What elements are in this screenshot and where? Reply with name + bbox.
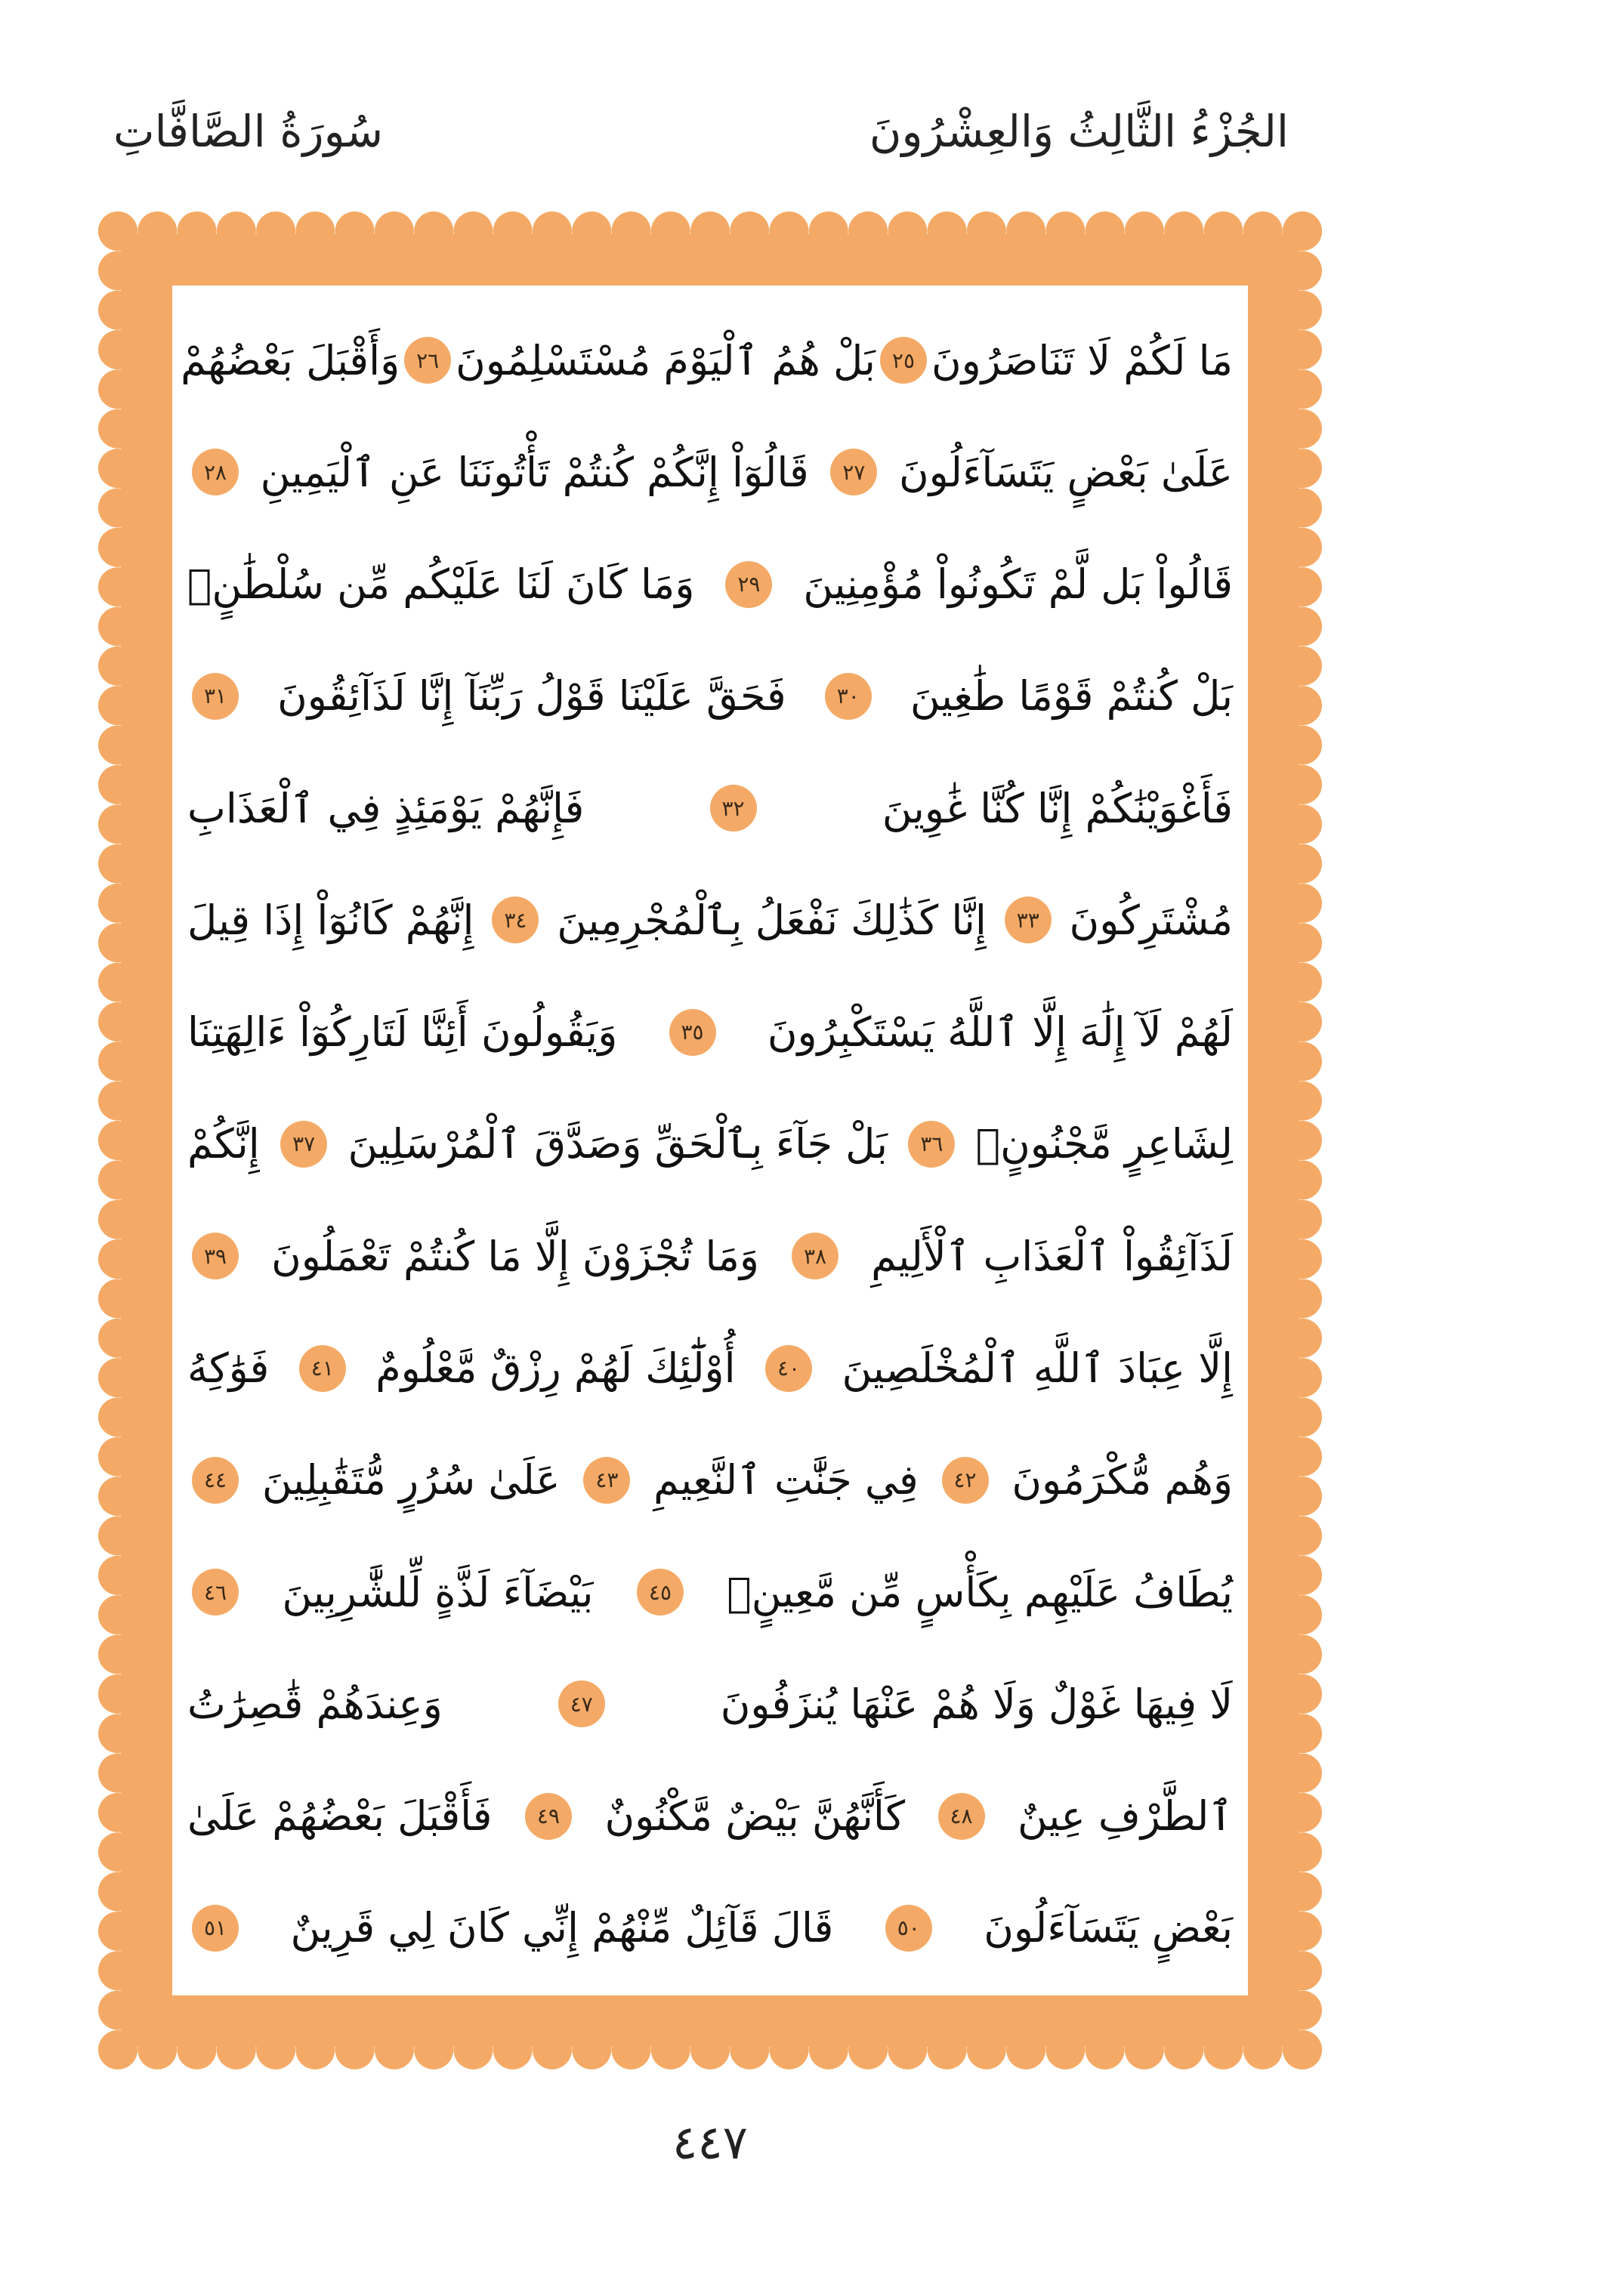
ayah-number-marker: ٣٩ — [192, 1233, 239, 1279]
verse-text: لَذَآئِقُواْ ٱلْعَذَابِ ٱلْأَلِيمِ — [871, 1232, 1233, 1280]
verse-text: كَأَنَّهُنَّ بَيْضٌ مَّكْنُونٌ — [604, 1792, 906, 1841]
verse-line — [187, 868, 1233, 972]
ayah-number-marker: ٣٦ — [908, 1121, 955, 1168]
verse-lines — [181, 308, 1233, 1980]
verse-text: فَحَقَّ عَلَيْنَا قَوْلُ رَبِّنَآ إِنَّا لَذَآئِقُونَ — [277, 672, 786, 721]
verse-text: فِي جَنَّٰتِ ٱلنَّعِيمِ — [653, 1456, 919, 1504]
ayah-number-marker: ٣٨ — [792, 1233, 839, 1279]
ayah-number-marker: ٣٧ — [280, 1121, 327, 1168]
juz-header: الجُزْءُ الثَّالِثُ وَالعِشْرُونَ — [869, 106, 1289, 157]
verse-line — [187, 756, 1233, 860]
verse-line — [187, 1876, 1233, 1980]
verse-text: إِنَّكُمْ — [187, 1120, 260, 1168]
verse-text: عَلَىٰ سُرُرٍ مُّتَقَٰبِلِينَ — [261, 1456, 561, 1504]
ayah-number-marker: ٥١ — [192, 1905, 239, 1952]
verse-line — [187, 1092, 1233, 1196]
verse-text: لَا فِيهَا غَوْلٌ وَلَا هُمْ عَنْهَا يُنزَفُونَ — [720, 1680, 1233, 1728]
ayah-number-marker: ٤٤ — [192, 1457, 239, 1504]
ayah-number-marker: ٢٥ — [880, 337, 927, 384]
verse-text: وَيَقُولُونَ أَئِنَّا لَتَارِكُوٓاْ ءَالِهَتِنَا — [187, 1008, 618, 1057]
verse-text: وَهُم مُّكْرَمُونَ — [1011, 1456, 1233, 1504]
verse-text: وَعِندَهُمْ قَٰصِرَٰتُ — [187, 1680, 443, 1728]
verse-line — [187, 532, 1233, 637]
ayah-number-marker: ٢٦ — [404, 337, 451, 384]
verse-text: بَعْضٍ يَتَسَآءَلُونَ — [984, 1904, 1233, 1952]
verse-line — [187, 1204, 1233, 1308]
verse-text: قَالَ قَآئِلٌ مِّنْهُمْ إِنِّي كَانَ لِي قَرِينٌ — [290, 1904, 834, 1952]
verse-text: ٱلطَّرْفِ عِينٌ — [1018, 1792, 1233, 1841]
verse-text: بَلْ هُمُ ٱلْيَوْمَ مُسْتَسْلِمُونَ — [456, 336, 876, 384]
verse-line — [181, 308, 1233, 412]
verse-text: يُطَافُ عَلَيْهِم بِكَأْسٍ مِّن مَّعِينٍۭ — [727, 1568, 1233, 1616]
ayah-number-marker: ٣٠ — [825, 673, 872, 720]
verse-line — [187, 1540, 1233, 1644]
ayah-number-marker: ٣٢ — [710, 785, 757, 832]
text-panel — [172, 285, 1248, 1995]
ayah-number-marker: ٤٥ — [637, 1569, 684, 1616]
verse-line — [187, 980, 1233, 1085]
ayah-number-marker: ٣١ — [192, 673, 239, 720]
verse-line — [187, 1764, 1233, 1869]
verse-text: وَأَقْبَلَ بَعْضُهُمْ — [181, 336, 400, 384]
verse-line — [187, 1316, 1233, 1421]
ayah-number-marker: ٤٦ — [192, 1569, 239, 1616]
verse-text: فَأَقْبَلَ بَعْضُهُمْ عَلَىٰ — [187, 1792, 493, 1841]
verse-text: إِنَّا كَذَٰلِكَ نَفْعَلُ بِٱلْمُجْرِمِينَ — [557, 896, 987, 944]
verse-text: قَالُوٓاْ إِنَّكُمْ كُنتُمْ تَأْتُونَنَا عَنِ ٱلْيَمِينِ — [260, 448, 809, 496]
verse-text: قَالُواْ بَل لَّمْ تَكُونُواْ مُؤْمِنِينَ — [803, 560, 1233, 609]
verse-text: فَإِنَّهُمْ يَوْمَئِذٍ فِي ٱلْعَذَابِ — [187, 784, 585, 832]
page-number: ٤٤٧ — [672, 2115, 748, 2170]
verse-text: أُوْلَٰٓئِكَ لَهُمْ رِزْقٌ مَّعْلُومٌ — [375, 1344, 736, 1393]
ayah-number-marker: ٣٥ — [669, 1009, 716, 1056]
verse-text: مَا لَكُمْ لَا تَنَاصَرُونَ — [931, 336, 1233, 384]
verse-text: عَلَىٰ بَعْضٍ يَتَسَآءَلُونَ — [898, 448, 1233, 496]
ayah-number-marker: ٤١ — [299, 1345, 346, 1392]
verse-text: بَلْ كُنتُمْ قَوْمًا طَٰغِينَ — [910, 672, 1233, 721]
ayah-number-marker: ٢٩ — [725, 561, 772, 608]
surah-header: سُورَةُ الصَّافَّاتِ — [113, 106, 384, 157]
ayah-number-marker: ٢٨ — [192, 449, 239, 495]
verse-text: وَمَا كَانَ لَنَا عَلَيْكُم مِّن سُلْطَٰنٍۭ — [187, 560, 695, 609]
verse-text: بَيْضَآءَ لَذَّةٍ لِّلشَّٰرِبِينَ — [282, 1568, 594, 1616]
ayah-number-marker: ٣٣ — [1005, 896, 1052, 943]
ayah-number-marker: ٤٨ — [938, 1793, 985, 1840]
verse-text: وَمَا تُجْزَوْنَ إِلَّا مَا كُنتُمْ تَعْمَلُونَ — [271, 1232, 759, 1280]
verse-text: إِنَّهُمْ كَانُوٓاْ إِذَا قِيلَ — [187, 896, 474, 944]
verse-line — [187, 1652, 1233, 1756]
verse-text: فَوَٰكِهُ — [187, 1344, 270, 1393]
ayah-number-marker: ٤٣ — [583, 1457, 630, 1504]
ayah-number-marker: ٤٠ — [765, 1345, 812, 1392]
ayah-number-marker: ٥٠ — [885, 1905, 932, 1952]
ayah-number-marker: ٢٧ — [830, 449, 877, 495]
verse-text: مُشْتَرِكُونَ — [1069, 896, 1233, 944]
ayah-number-marker: ٣٤ — [492, 896, 539, 943]
verse-text: لَهُمْ لَآ إِلَٰهَ إِلَّا ٱللَّهُ يَسْتَكْبِرُونَ — [767, 1008, 1233, 1057]
verse-line — [187, 420, 1233, 524]
verse-text: فَأَغْوَيْنَٰكُمْ إِنَّا كُنَّا غَٰوِينَ — [882, 784, 1233, 832]
verse-text: بَلْ جَآءَ بِٱلْحَقِّ وَصَدَّقَ ٱلْمُرْسَلِينَ — [347, 1120, 888, 1168]
page-frame — [91, 204, 1330, 2077]
ayah-number-marker: ٤٢ — [942, 1457, 989, 1504]
verse-text: إِلَّا عِبَادَ ٱللَّهِ ٱلْمُخْلَصِينَ — [842, 1344, 1233, 1393]
ayah-number-marker: ٤٧ — [558, 1680, 605, 1727]
verse-text: لِشَاعِرٍ مَّجْنُونٍۭ — [975, 1120, 1233, 1168]
verse-line — [187, 1428, 1233, 1532]
ayah-number-marker: ٤٩ — [525, 1793, 572, 1840]
verse-line — [187, 644, 1233, 748]
